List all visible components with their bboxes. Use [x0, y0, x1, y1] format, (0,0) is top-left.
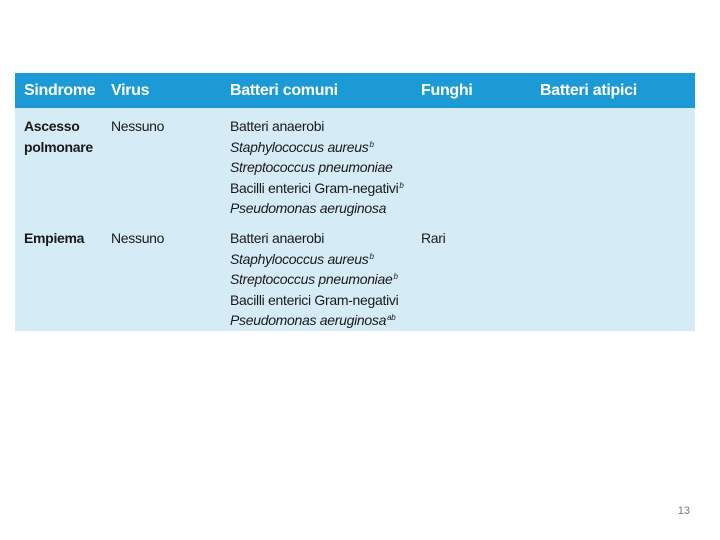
bacterium-item [230, 178, 404, 199]
footnote-mark: b [399, 180, 404, 190]
bacterium-name: Pseudomonas aeruginosa [230, 312, 387, 328]
infection-table [15, 73, 695, 331]
row-bacteria-list [230, 228, 398, 331]
bacterium-item [230, 198, 404, 219]
header-syndrome: Sindrome [24, 82, 96, 99]
header-common-bacteria: Batteri comuni [230, 82, 338, 99]
row-bacteria-list [230, 116, 404, 219]
bacterium-name: Batteri anaerobi [230, 118, 325, 134]
table-header [15, 73, 695, 108]
bacterium-name: Streptococcus pneumoniae [230, 271, 393, 287]
row-syndrome [24, 228, 84, 249]
bacterium-name: Streptococcus pneumoniae [230, 159, 393, 175]
footnote-mark: b [369, 251, 374, 261]
bacterium-item [230, 116, 404, 137]
bacterium-name: Bacilli enterici Gram-negativi [230, 291, 399, 308]
syndrome-line: Empiema [24, 230, 85, 246]
bacterium-item [230, 157, 404, 178]
header-fungi: Funghi [421, 82, 473, 99]
bacterium-item [230, 137, 404, 158]
bacterium-item [230, 310, 398, 331]
footnote-mark: b [369, 139, 374, 149]
syndrome-line: polmonare [24, 138, 93, 155]
page-number: 13 [677, 505, 690, 517]
bacterium-name: Batteri anaerobi [230, 230, 325, 246]
header-atypical-bacteria: Batteri atipici [540, 82, 637, 99]
bacterium-item [230, 269, 398, 290]
bacterium-item [230, 249, 398, 270]
header-virus: Virus [111, 82, 150, 99]
footnote-mark: ab [387, 313, 396, 322]
footnote-mark: b [393, 272, 398, 281]
bacterium-name: Staphylococcus aureus [230, 250, 369, 267]
bacterium-item [230, 290, 398, 311]
bacterium-name: Staphylococcus aureus [230, 138, 369, 155]
syndrome-line: Ascesso [24, 118, 80, 134]
row-virus: Nessuno [111, 118, 165, 134]
bacterium-name: Bacilli enterici Gram-negativi [230, 179, 399, 196]
row-fungi: Rari [421, 230, 446, 246]
bacterium-name: Pseudomonas aeruginosa [230, 200, 387, 216]
row-syndrome [24, 116, 93, 157]
row-virus: Nessuno [111, 230, 165, 246]
bacterium-item [230, 228, 398, 249]
